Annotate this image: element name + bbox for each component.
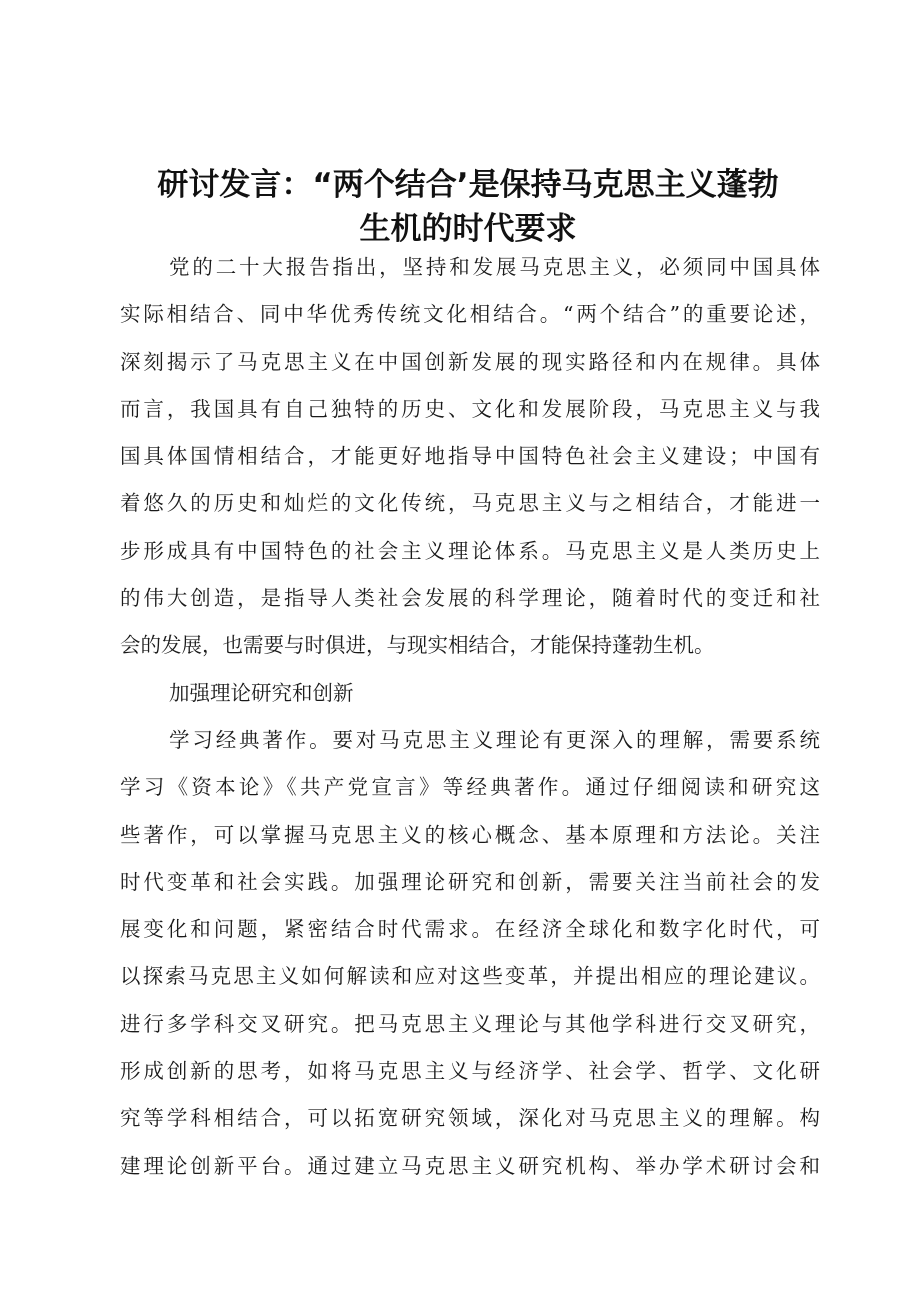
section-heading: 加强理论研究和创新: [169, 680, 354, 705]
document-title-line-1: 研讨发言：“两个结合’是保持马克思主义蓬勃: [157, 167, 779, 203]
body-line: 学习经典著作。要对马克思主义理论有更深入的理解，需要系统: [169, 727, 820, 752]
body-line: 究等学科相结合，可以拓宽研究领域，深化对马克思主义的理解。构: [120, 1106, 820, 1131]
document-title-line-2: 生机的时代要求: [359, 211, 577, 247]
body-line: 建理论创新平台。通过建立马克思主义研究机构、举办学术研讨会和: [120, 1153, 820, 1178]
body-line: 学习《资本论》《共产党宣言》等经典著作。通过仔细阅读和研究这: [120, 775, 820, 800]
body-line: 步形成具有中国特色的社会主义理论体系。马克思主义是人类历史上: [120, 538, 820, 563]
body-line: 形成创新的思考，如将马克思主义与经济学、社会学、哲学、文化研: [120, 1059, 820, 1084]
document-body: [120, 244, 820, 1190]
body-line: 时代变革和社会实践。加强理论研究和创新，需要关注当前社会的发: [120, 869, 820, 894]
body-line: 深刻揭示了马克思主义在中国创新发展的现实路径和内在规律。具体: [120, 349, 820, 374]
body-line: 进行多学科交叉研究。把马克思主义理论与其他学科进行交叉研究，: [120, 1011, 820, 1036]
body-line: 会的发展，也需要与时俱进，与现实相结合，才能保持蓬勃生机。: [120, 633, 715, 658]
body-line: 国具体国情相结合，才能更好地指导中国特色社会主义建设；中国有: [120, 444, 820, 469]
body-line: 而言，我国具有自己独特的历史、文化和发展阶段，马克思主义与我: [120, 396, 820, 421]
body-line: 展变化和问题，紧密结合时代需求。在经济全球化和数字化时代，可: [120, 917, 820, 942]
body-line: 的伟大创造，是指导人类社会发展的科学理论，随着时代的变迁和社: [120, 586, 820, 611]
body-line: 以探索马克思主义如何解读和应对这些变革，并提出相应的理论建议。: [120, 964, 820, 989]
body-line: 着悠久的历史和灿烂的文化传统，马克思主义与之相结合，才能进一: [120, 491, 820, 516]
body-line: 党的二十大报告指出，坚持和发展马克思主义，必须同中国具体: [169, 255, 820, 279]
body-line: 实际相结合、同中华优秀传统文化相结合。“两个结合”的重要论述，: [120, 302, 820, 327]
body-line: 些著作，可以掌握马克思主义的核心概念、基本原理和方法论。关注: [120, 822, 820, 847]
